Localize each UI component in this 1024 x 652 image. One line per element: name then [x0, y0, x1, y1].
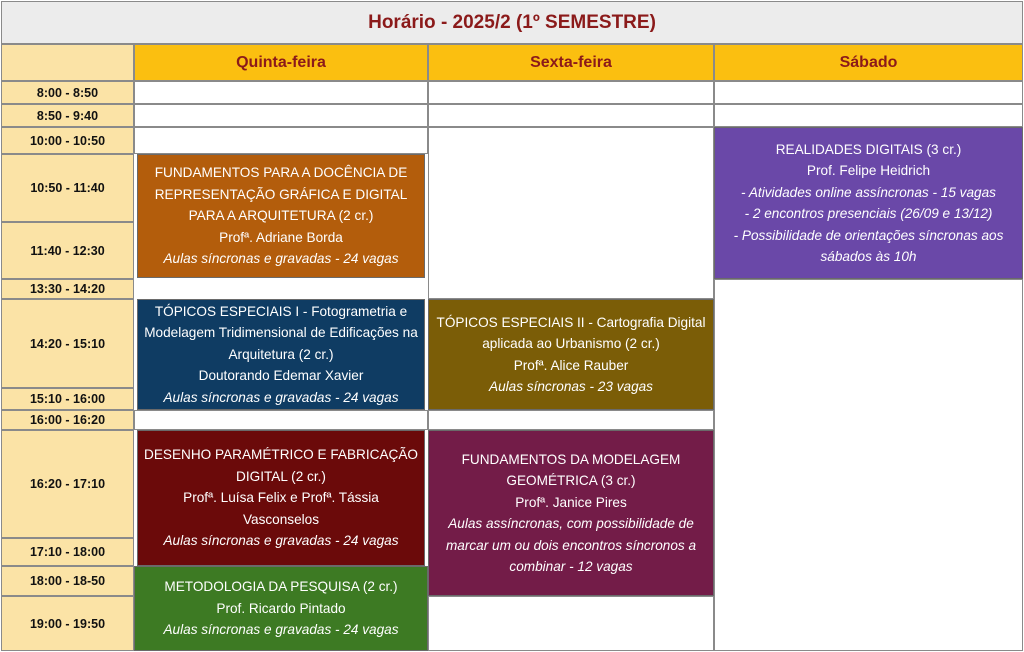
empty-cell [428, 81, 714, 104]
day-header-thursday: Quinta-feira [134, 44, 428, 81]
course-name: TÓPICOS ESPECIAIS I - Fotogrametria e Modelagem Tridimensional de Edificações na Arquitetura (2 cr.) [144, 303, 418, 362]
time-slot-label: 14:20 - 15:10 [1, 299, 134, 388]
course-block [428, 299, 714, 410]
time-slot-label: 16:00 - 16:20 [1, 410, 134, 430]
course-professor: Prof. Ricardo Pintado [216, 600, 346, 616]
day-header-saturday: Sábado [714, 44, 1023, 81]
time-slot-label: 10:50 - 11:40 [1, 154, 134, 222]
course-name: REALIDADES DIGITAIS (3 cr.) [775, 141, 962, 157]
empty-cell [428, 127, 714, 299]
course-block [428, 430, 714, 596]
course-professor: Profª. Luísa Felix e Profª. Tássia Vasconselos [183, 490, 379, 527]
course-name: METODOLOGIA DA PESQUISA (2 cr.) [164, 579, 398, 595]
empty-cell [134, 104, 428, 127]
empty-cell [714, 279, 1023, 651]
course-note: Aulas síncronas e gravadas - 24 vagas [163, 389, 399, 405]
course-block [137, 154, 425, 278]
course-block [134, 566, 428, 651]
course-note: - 2 encontros presenciais (26/09 e 13/12) [744, 206, 993, 221]
course-block [137, 430, 425, 566]
time-slot-label: 16:20 - 17:10 [1, 430, 134, 538]
course-block [137, 299, 425, 410]
empty-cell [428, 596, 714, 651]
course-professor: Prof. Felipe Heidrich [806, 163, 931, 178]
empty-cell [714, 81, 1023, 104]
course-note: - Possibilidade de orientações síncronas aos sábados às 10h [733, 227, 1004, 264]
time-slot-label: 19:00 - 19:50 [1, 596, 134, 651]
time-slot-label: 15:10 - 16:00 [1, 388, 134, 410]
course-note: Aulas síncronas e gravadas - 24 vagas [163, 251, 399, 267]
course-note: Aulas síncronas e gravadas - 24 vagas [163, 533, 399, 549]
course-block [714, 127, 1023, 279]
empty-cell [428, 104, 714, 127]
time-slot-label: 17:10 - 18:00 [1, 538, 134, 566]
course-professor: Profª. Adriane Borda [219, 229, 343, 245]
course-note: Aulas síncronas - 23 vagas [489, 379, 653, 394]
time-slot-label: 10:00 - 10:50 [1, 127, 134, 154]
time-slot-label: 8:00 - 8:50 [1, 81, 134, 104]
time-slot-label: 8:50 - 9:40 [1, 104, 134, 127]
schedule-title: Horário - 2025/2 (1º SEMESTRE) [1, 1, 1023, 44]
empty-cell [134, 410, 428, 430]
time-slot-label: 18:00 - 18-50 [1, 566, 134, 596]
empty-cell [134, 127, 428, 154]
day-header-friday: Sexta-feira [428, 44, 714, 81]
header-corner [1, 44, 134, 81]
course-professor: Profª. Alice Rauber [513, 357, 629, 373]
time-slot-label: 13:30 - 14:20 [1, 279, 134, 299]
course-professor: Doutorando Edemar Xavier [198, 368, 364, 384]
course-note: Aulas síncronas e gravadas - 24 vagas [163, 622, 399, 638]
course-note: Aulas assíncronas, com possibilidade de marcar um ou dois encontros síncronos a combinar - 12 vagas [445, 516, 697, 574]
course-name: TÓPICOS ESPECIAIS II - Cartografia Digital aplicada ao Urbanismo (2 cr.) [436, 314, 706, 351]
empty-cell [134, 81, 428, 104]
course-name: DESENHO PARAMÉTRICO E FABRICAÇÃO DIGITAL (2 cr.) [144, 447, 418, 484]
course-professor: Profª. Janice Pires [515, 494, 627, 510]
course-note: - Atividades online assíncronas - 15 vagas [741, 184, 996, 200]
course-name: FUNDAMENTOS PARA A DOCÊNCIA DE REPRESENTAÇÃO GRÁFICA E DIGITAL PARA A ARQUITETURA (2 cr.) [154, 165, 408, 224]
course-name: FUNDAMENTOS DA MODELAGEM GEOMÉTRICA (3 cr.) [461, 451, 681, 488]
time-slot-label: 11:40 - 12:30 [1, 222, 134, 279]
empty-cell [428, 410, 714, 430]
empty-cell [714, 104, 1023, 127]
